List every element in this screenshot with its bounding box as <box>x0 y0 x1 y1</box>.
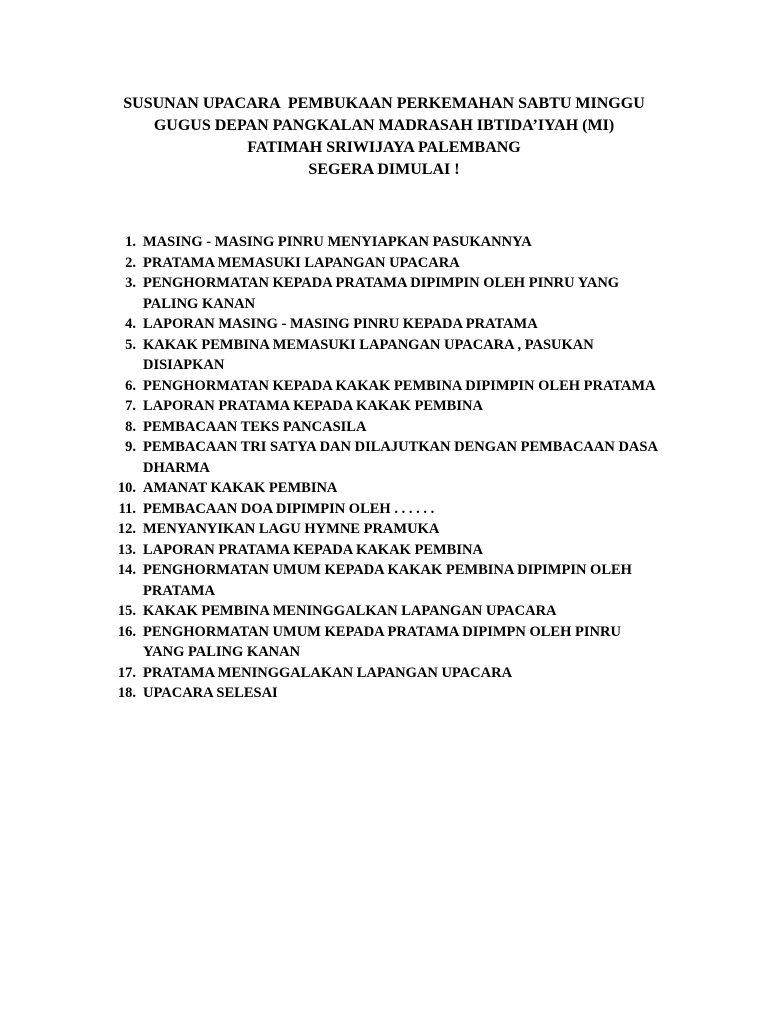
list-item <box>96 622 686 663</box>
list-item-line: PEMBACAAN TEKS PANCASILA <box>143 418 367 435</box>
title-line: GUGUS DEPAN PANGKALAN MADRASAH IBTIDA’IYAH (MI) <box>153 117 615 134</box>
list-item <box>96 232 686 253</box>
list-item-line: LAPORAN PRATAMA KEPADA KAKAK PEMBINA <box>143 541 483 558</box>
title-line: FATIMAH SRIWIJAYA PALEMBANG <box>247 139 521 156</box>
list-item-number: 13. <box>117 541 136 558</box>
list-item-text <box>143 683 686 704</box>
list-item-number: 14. <box>117 562 136 578</box>
list-item-number: 15. <box>117 603 136 619</box>
list-item-line: PRATAMA MENINGGALAKAN LAPANGAN UPACARA <box>143 664 513 681</box>
list-item-number: 10. <box>117 480 136 496</box>
list-item <box>96 273 686 314</box>
list-item-text <box>143 437 686 478</box>
list-item-line: PENGHORMATAN UMUM KEPADA PRATAMA DIPIMPN OLEH PINRU <box>143 623 621 640</box>
list-item-line: PEMBACAAN DOA DIPIMPIN OLEH . . . . . . <box>143 500 435 517</box>
list-item-line: PEMBACAAN TRI SATYA DAN DILAJUTKAN DENGAN PEMBACAAN DASA <box>143 439 658 455</box>
list-item-line: PENGHORMATAN KEPADA KAKAK PEMBINA DIPIMPIN OLEH PRATAMA <box>143 377 656 394</box>
title-line: SEGERA DIMULAI ! <box>308 161 460 178</box>
list-item-text <box>143 335 686 376</box>
list-item-text <box>143 540 686 561</box>
list-item <box>96 314 686 335</box>
list-item-number: 8. <box>125 418 136 435</box>
list-item-line: PALING KANAN <box>143 295 256 312</box>
list-item-number: 7. <box>125 398 136 414</box>
list-item-text <box>143 376 686 397</box>
list-item-text <box>143 519 686 540</box>
list-item-line: AMANAT KAKAK PEMBINA <box>143 480 338 496</box>
list-item-number: 3. <box>125 275 136 291</box>
list-item-text <box>143 314 686 335</box>
list-item-text <box>143 253 686 274</box>
list-item-number: 5. <box>125 336 136 353</box>
list-item-number: 18. <box>117 685 136 701</box>
list-item-number: 16. <box>117 623 136 640</box>
list-item-line: UPACARA SELESAI <box>143 685 278 701</box>
list-item-text <box>143 417 686 438</box>
list-item-text <box>143 622 686 663</box>
list-item-text <box>143 601 686 622</box>
list-item-text <box>143 396 686 417</box>
list-item-line: LAPORAN MASING - MASING PINRU KEPADA PRATAMA <box>143 316 538 332</box>
list-item-line: MASING - MASING PINRU MENYIAPKAN PASUKANNYA <box>143 234 532 250</box>
list-item-number: 9. <box>125 439 136 455</box>
list-item-line: PRATAMA <box>143 582 215 599</box>
list-item-number: 1. <box>125 234 136 250</box>
list-item-line: DHARMA <box>143 459 210 476</box>
list-item <box>96 560 686 601</box>
list-item <box>96 253 686 274</box>
list-item-line: PENGHORMATAN UMUM KEPADA KAKAK PEMBINA DIPIMPIN OLEH <box>143 562 632 578</box>
list-item <box>96 601 686 622</box>
list-item-number: 6. <box>125 377 136 394</box>
list-item <box>96 478 686 499</box>
list-item <box>96 437 686 478</box>
list-item-text <box>143 560 686 601</box>
list-item-line: DISIAPKAN <box>143 357 225 373</box>
list-item <box>96 499 686 520</box>
list-item-text <box>143 478 686 499</box>
list-item-line: MENYANYIKAN LAGU HYMNE PRAMUKA <box>143 521 440 537</box>
list-item-text <box>143 663 686 684</box>
list-item-line: KAKAK PEMBINA MEMASUKI LAPANGAN UPACARA , PASUKAN <box>143 336 594 353</box>
list-item <box>96 396 686 417</box>
list-item <box>96 683 686 704</box>
list-item-number: 4. <box>125 316 136 332</box>
list-item <box>96 335 686 376</box>
list-item-number: 11. <box>118 500 136 517</box>
list-item-line: PRATAMA MEMASUKI LAPANGAN UPACARA <box>143 254 460 271</box>
list-item-line: PENGHORMATAN KEPADA PRATAMA DIPIMPIN OLEH PINRU YANG <box>143 275 620 291</box>
list-item-number: 2. <box>125 254 136 271</box>
list-item-text <box>143 232 686 253</box>
list-item-line: LAPORAN PRATAMA KEPADA KAKAK PEMBINA <box>143 398 483 414</box>
document-title <box>0 93 768 181</box>
list-item <box>96 417 686 438</box>
list-item-text <box>143 273 686 314</box>
list-item <box>96 376 686 397</box>
list-item-line: KAKAK PEMBINA MENINGGALKAN LAPANGAN UPACARA <box>143 603 557 619</box>
list-item-line: YANG PALING KANAN <box>143 644 301 660</box>
list-item <box>96 540 686 561</box>
list-item-text <box>143 499 686 520</box>
ceremony-order-list <box>96 232 686 704</box>
list-item <box>96 663 686 684</box>
title-line: SUSUNAN UPACARA PEMBUKAAN PERKEMAHAN SABTU MINGGU <box>123 95 645 112</box>
list-item-number: 17. <box>117 664 136 681</box>
list-item-number: 12. <box>117 521 136 537</box>
list-item <box>96 519 686 540</box>
